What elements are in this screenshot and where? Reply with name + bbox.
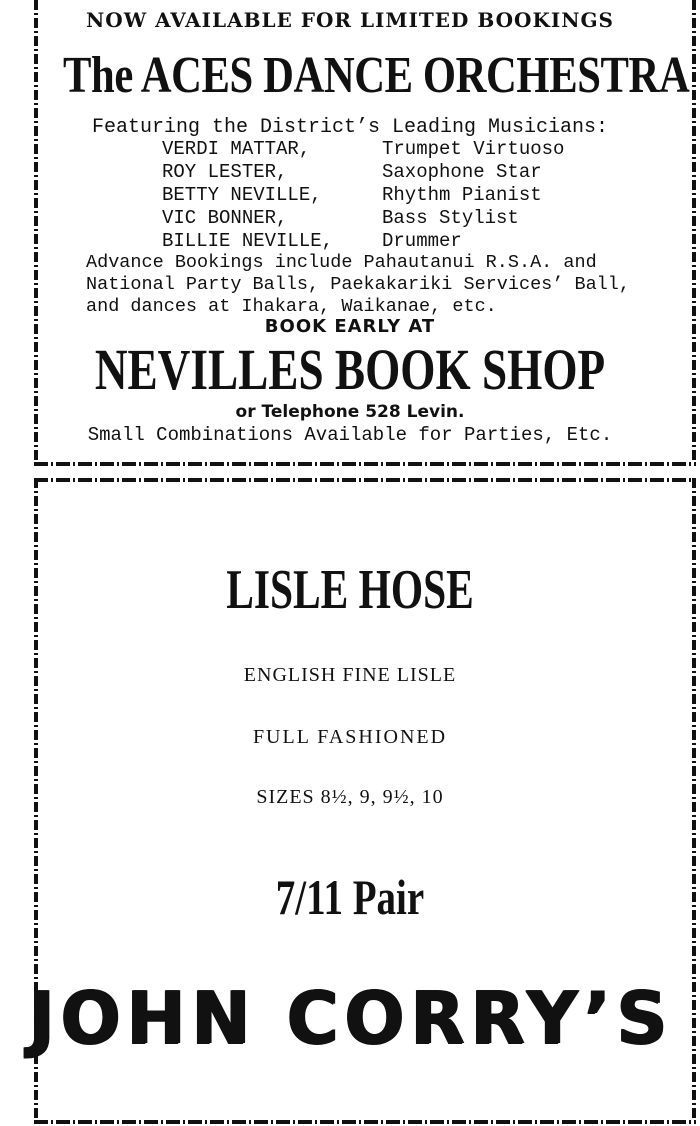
- book-early-line: BOOK EARLY AT: [264, 316, 436, 337]
- orchestra-advertisement: [0, 0, 700, 470]
- hose-title: LISLE HOSE: [226, 559, 474, 621]
- musician-role: Saxophone Star: [382, 161, 542, 183]
- advance-bookings-paragraph: [86, 252, 666, 318]
- orchestra-title: The ACES DANCE ORCHESTRA: [63, 47, 690, 104]
- shop-name: NEVILLES BOOK SHOP: [94, 337, 606, 402]
- musician-row: [162, 184, 564, 207]
- hosiery-advertisement: [0, 478, 700, 1126]
- musician-row: [162, 207, 564, 230]
- musician-list: [162, 138, 564, 253]
- musician-role: Bass Stylist: [382, 207, 519, 229]
- musician-name: ROY LESTER,: [162, 161, 288, 183]
- price-line: 7/11 Pair: [275, 869, 425, 925]
- telephone-line: or Telephone 528 Levin.: [235, 402, 465, 422]
- fabric-line: ENGLISH FINE LISLE: [243, 664, 457, 686]
- musician-role: Rhythm Pianist: [382, 184, 542, 206]
- sizes-line: SIZES 8½, 9, 9½, 10: [256, 786, 444, 808]
- bottom-border-rule: [34, 1120, 696, 1124]
- availability-heading: NOW AVAILABLE FOR LIMITED BOOKINGS: [86, 8, 614, 32]
- musician-name: BILLIE NEVILLE,: [162, 230, 334, 252]
- featuring-line: Featuring the District’s Leading Musicians:: [91, 116, 609, 139]
- musician-name: VERDI MATTAR,: [162, 138, 311, 160]
- musician-role: Trumpet Virtuoso: [382, 138, 565, 160]
- musician-row: [162, 138, 564, 161]
- musician-row: [162, 230, 564, 253]
- right-border-rule: [692, 0, 696, 468]
- musician-name: BETTY NEVILLE,: [162, 184, 322, 206]
- left-border-rule: [34, 0, 38, 468]
- musician-row: [162, 161, 564, 184]
- musician-name: VIC BONNER,: [162, 207, 288, 229]
- style-line: FULL FASHIONED: [252, 726, 448, 748]
- small-combinations-line: Small Combinations Available for Parties, Etc.: [87, 424, 613, 446]
- store-name: JOHN CORRY’S: [27, 976, 673, 1060]
- advance-line: National Party Balls, Paekakariki Services’ Ball,: [86, 274, 630, 295]
- advance-line: and dances at Ihakara, Waikanae, etc.: [86, 296, 497, 317]
- advance-line: Advance Bookings include Pahautanui R.S.A. and: [86, 252, 597, 273]
- bottom-border-rule: [34, 462, 696, 466]
- musician-role: Drummer: [382, 230, 462, 252]
- top-border-rule: [34, 478, 696, 482]
